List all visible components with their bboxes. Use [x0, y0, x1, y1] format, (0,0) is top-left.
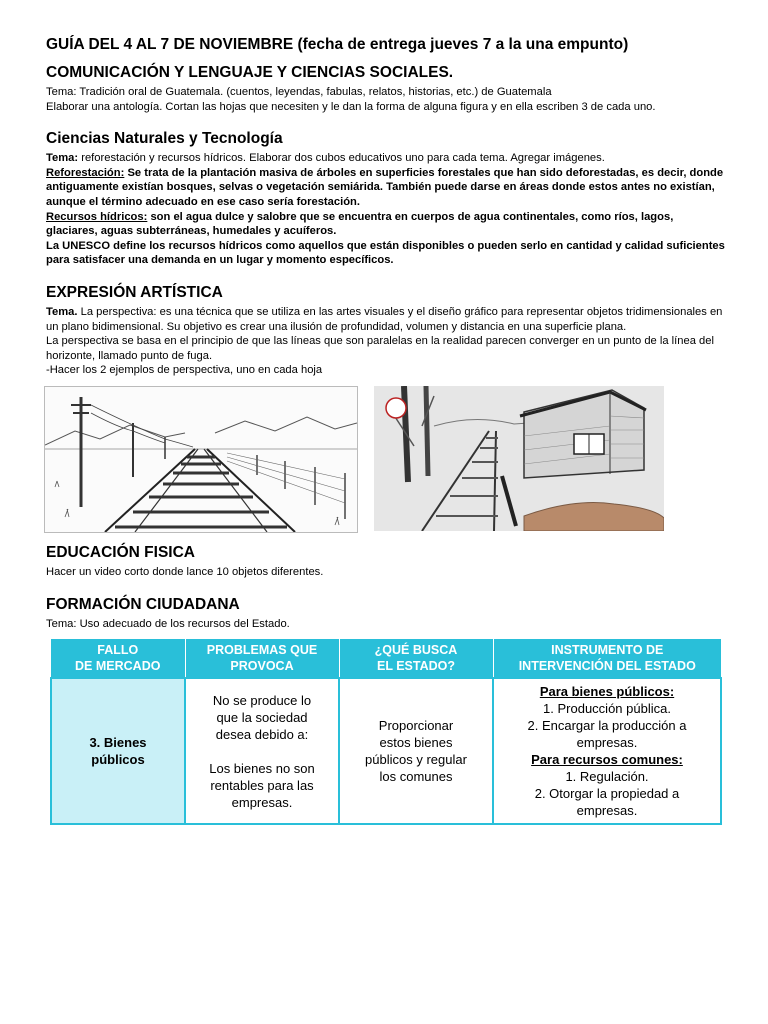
col-header-fallo: FALLO DE MERCADO — [51, 639, 185, 678]
col-header-problemas: PROBLEMAS QUE PROVOCA — [185, 639, 339, 678]
cell-problemas: No se produce lo que la sociedad desea debido a: Los bienes no son rentables para las empresas. — [185, 678, 339, 824]
sec2-recursos: Recursos hídricos: son el agua dulce y salobre que se encuentra en cuerpos de agua continentales, como ríos, lagos, glaciares, aguas subterráneas, humedales y acuíferos. — [46, 210, 674, 238]
table-header-row — [51, 639, 721, 678]
col-header-que-busca: ¿QUÉ BUSCA EL ESTADO? — [339, 639, 493, 678]
page-title: GUÍA DEL 4 AL 7 DE NOVIEMBRE (fecha de entrega jueves 7 a la una empunto) — [46, 36, 629, 53]
cell-fallo: 3. Bienes públicos — [51, 678, 185, 824]
section-heading-comunicacion: COMUNICACIÓN Y LENGUAJE Y CIENCIAS SOCIALES. — [46, 64, 454, 81]
sec3-line2: La perspectiva se basa en el principio de que las líneas que son paralelas en la realidad parecen converger en un punto de la línea del horizonte, llamado punto de fuga. — [46, 335, 714, 362]
house-perspective-photo — [374, 386, 664, 531]
section-heading-expresion: EXPRESIÓN ARTÍSTICA — [46, 283, 223, 301]
section-heading-educacion-fisica: EDUCACIÓN FISICA — [46, 543, 195, 561]
market-failure-table — [50, 639, 722, 825]
section-heading-formacion: FORMACIÓN CIUDADANA — [46, 595, 240, 613]
cell-instrumento: Para bienes públicos: 1. Producción pública. 2. Encargar la producción a empresas. Para recursos comunes: 1. Regulación. 2. Otorgar la propiedad a empresas. — [493, 678, 721, 824]
section-heading-ciencias: Ciencias Naturales y Tecnología — [46, 130, 283, 148]
sec3-tema: Tema. La perspectiva: es una técnica que se utiliza en las artes visuales y el diseño gráfico para representar objetos tridimensionales en un plano bidimensional. Su objetivo es crear una ilusión de profundidad, volumen y distancia en una superficie plana. — [46, 305, 723, 333]
col-header-instrumento: INSTRUMENTO DE INTERVENCIÓN DEL ESTADO — [493, 639, 721, 678]
sec4-line1: Hacer un video corto donde lance 10 objetos diferentes. — [46, 565, 324, 578]
sec2-unesco: La UNESCO define los recursos hídricos como aquellos que están disponibles o pueden serlo en cantidad y calidad suficientes para satisfacer una demanda en un lugar y momento específicos. — [46, 239, 725, 267]
perspective-images — [46, 386, 726, 534]
cell-que-busca: Proporcionar estos bienes públicos y regular los comunes — [339, 678, 493, 824]
document-page — [46, 36, 726, 825]
sec5-line1: Tema: Uso adecuado de los recursos del Estado. — [46, 617, 290, 630]
sec3-line3: -Hacer los 2 ejemplos de perspectiva, uno en cada hoja — [46, 364, 323, 377]
sec2-reforestacion: Reforestación: Se trata de la plantación masiva de árboles en superficies forestales que han sido deforestadas, es decir, donde antiguamente existían bosques, selvas o vegetación semiárida. También puede darse en áreas donde estos antes no existían, aunque el término adecuado en ese caso sería forestación. — [46, 166, 724, 208]
sec2-tema: Tema: reforestación y recursos hídricos. Elaborar dos cubos educativos uno para cada tema. Agregar imágenes. — [46, 152, 605, 165]
house-drawing-svg — [374, 386, 664, 531]
railway-perspective-drawing — [44, 386, 358, 533]
railway-drawing-svg — [45, 387, 357, 532]
sec1-line2: Elaborar una antología. Cortan las hojas que necesiten y le dan la forma de alguna figura y en ella escriben 3 de cada uno. — [46, 100, 656, 113]
sec1-line1: Tema: Tradición oral de Guatemala. (cuentos, leyendas, fabulas, relatos, historias, etc.) de Guatemala — [46, 86, 552, 98]
table-row — [51, 678, 721, 824]
